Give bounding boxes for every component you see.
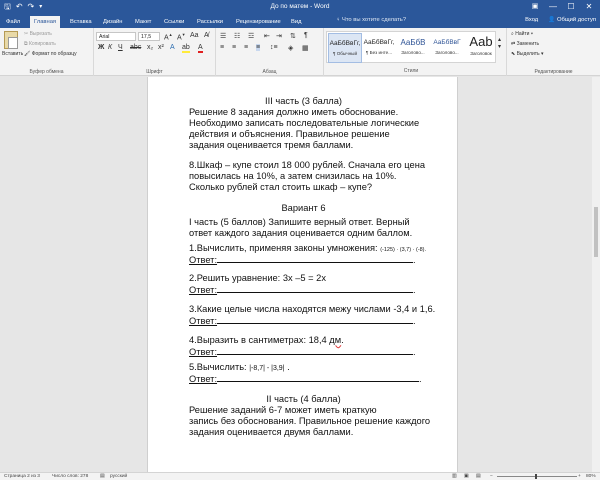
style-name: Заголово... [401,50,425,55]
increase-indent-icon[interactable]: ⇥ [276,33,282,40]
paragraph-group [216,28,324,76]
ribbon-tabs [0,14,600,28]
answer-line: Ответ: . [189,255,416,265]
person-icon: 👤 [548,17,556,23]
variant-heading: Вариант 6 [281,203,326,213]
clipboard-group [0,28,94,76]
title-bar [0,0,600,14]
document-title: До по матем - Word [270,3,330,10]
style-no-spacing[interactable] [362,33,396,63]
style-sample: АаБбВвГг, [363,39,395,46]
text-line: 8.Шкаф – купе стоил 18 000 рублей. Сначала его цена [189,160,425,170]
superscript-icon[interactable]: x² [158,44,164,51]
zoom-in-icon[interactable]: + [578,474,581,479]
italic-icon[interactable]: К [108,44,113,51]
tab-home[interactable]: Главная [30,16,60,28]
document-area [0,77,592,472]
share-button[interactable] [548,17,596,23]
tab-design[interactable]: Дизайн [103,19,123,25]
answer-blank[interactable] [217,373,419,382]
ribbon-options-icon[interactable]: ▣ [531,3,539,10]
align-center-icon[interactable]: ≡ [232,44,237,51]
copy-icon: ⧉ [24,41,28,47]
task-line [189,335,344,346]
shading-icon[interactable]: ◈ [288,45,294,52]
text-line: Решение заданий 6-7 может иметь краткую [189,405,377,415]
answer-line: Ответ: . [189,285,416,295]
copy-button[interactable] [24,41,56,47]
scroll-thumb[interactable] [594,207,598,257]
text-line: Необходимо записать последовательные логические [189,118,420,128]
tab-mailings[interactable]: Рассылки [197,19,224,25]
styles-group-label: Стили [403,68,419,74]
tab-review[interactable]: Рецензирование [236,19,281,25]
answer-blank[interactable] [217,254,413,263]
text-line: действия и объяснения. Правильное решение [189,129,390,139]
style-title[interactable] [464,33,498,63]
styles-more-icon[interactable]: ▴ ▾ [498,37,502,50]
redo-icon[interactable]: ↷ [27,2,35,11]
section-heading: III часть (3 балла) [265,96,342,106]
sort-icon[interactable]: ⇅ [290,33,296,40]
style-heading-1[interactable] [396,33,430,63]
paragraph-group-label: Абзац [262,69,277,75]
tell-me-search[interactable]: ♀ Что вы хотите сделать? [336,17,407,23]
style-normal[interactable] [328,33,362,63]
share-label: Общий доступ [557,17,596,23]
shrink-font-icon[interactable]: A▼ [177,32,186,42]
answer-line: Ответ: . [189,347,416,357]
status-bar [0,472,600,480]
word-count[interactable]: Число слов: 278 [52,474,89,479]
answer-label: Ответ: [189,347,218,357]
text-line: Решение 8 задания должно иметь обоснование. [189,107,399,117]
zoom-slider-thumb[interactable] [535,474,537,479]
justify-icon[interactable]: ≡ [256,44,261,51]
highlight-icon[interactable]: ab [182,44,190,51]
format-painter-button[interactable] [24,51,77,57]
text-line: задания оценивается двумя баллами. [189,427,354,437]
style-name: Заголово... [435,50,459,55]
document-page[interactable] [147,77,458,472]
borders-icon[interactable]: ▦ [302,45,309,52]
style-name: ¶ Без инте... [365,50,393,55]
maximize-button[interactable]: ☐ [567,2,575,11]
zoom-out-icon[interactable]: − [490,474,493,479]
strikethrough-icon[interactable]: abc [130,44,142,51]
replace-button[interactable] [511,41,539,47]
format-painter-label: Формат по образцу [31,51,77,57]
align-right-icon[interactable]: ≡ [244,44,249,51]
answer-label: Ответ: [189,316,218,326]
tab-layout[interactable]: Макет [135,19,152,25]
print-layout-icon[interactable]: ▣ [464,474,469,479]
proofing-icon[interactable]: ▤ [100,474,105,479]
text-line: 2.Решить уравнение: 3х –5 = 2х [189,273,327,283]
line-spacing-icon[interactable]: ↕≡ [270,44,278,51]
replace-label: Заменить [516,41,540,47]
text-line: ответ каждого задания оценивается одним баллом. [189,228,413,238]
window-controls [526,0,598,14]
style-heading-2[interactable] [430,33,464,63]
customize-qat-icon[interactable]: ▾ [39,4,43,10]
language-indicator[interactable]: русский [110,474,128,479]
tab-insert[interactable]: Вставка [70,19,92,25]
decrease-indent-icon[interactable]: ⇤ [264,33,270,40]
account-area [525,17,596,23]
font-name-combo[interactable]: Arial [96,32,136,41]
vertical-scrollbar[interactable] [592,77,600,472]
text-line: 3.Какие целые числа находятся межу числами -3,4 и 1,6. [189,304,436,314]
read-mode-icon[interactable]: ▥ [452,474,457,479]
close-button[interactable]: ✕ [585,2,593,11]
font-size-combo[interactable]: 17,5 [138,32,160,41]
editing-group-label: Редактирование [534,69,573,75]
paste-icon[interactable] [4,31,18,49]
web-layout-icon[interactable]: ▤ [476,474,481,479]
punctuation: . [341,335,344,345]
show-marks-icon[interactable]: ¶ [304,32,308,39]
undo-icon[interactable]: ↶ [15,2,23,11]
subscript-icon[interactable]: x₂ [147,44,154,51]
text-line: задания оценивается тремя баллами. [189,140,354,150]
text-line: повысилась на 10%, а затем снизилась на 10%. [189,171,397,181]
text-effects-icon[interactable]: A [170,44,175,51]
clipboard-group-label: Буфер обмена [29,69,64,75]
answer-label: Ответ: [189,255,218,265]
zoom-level[interactable]: 80% [586,474,596,479]
cut-label: Вырезать [29,31,52,37]
punctuation: . [284,362,290,372]
answer-blank[interactable] [217,284,413,293]
style-sample: АаБбВвГг, [329,40,361,47]
styles-gallery [326,31,496,63]
text-line: Сколько рублей стал стоить шкаф – купе? [189,182,373,192]
bold-icon[interactable]: Ж [98,44,105,51]
numbering-icon[interactable]: ☷ [234,33,241,40]
tab-view[interactable]: Вид [291,19,302,25]
font-color-icon[interactable]: A [198,44,203,51]
replace-icon: ⇄ [511,41,516,47]
task-text: 1.Вычислить, применяя законы умножения: [189,243,378,253]
answer-blank[interactable] [217,315,413,324]
text-line: I часть (5 баллов) Запишите верный ответ. Верный [189,217,410,227]
scissors-icon: ✂ [24,31,29,37]
style-sample: АаБбВ [400,38,426,47]
task-text: 4.Выразить в сантиметрах: 18,4 [189,335,330,345]
select-label: Выделить [516,51,540,57]
find-label: Найти [515,31,530,37]
zoom-slider[interactable] [497,476,577,477]
answer-blank[interactable] [217,346,413,355]
cut-button[interactable] [24,31,52,37]
misspelled-word[interactable]: дм [329,335,342,345]
minimize-button[interactable]: — [549,2,557,11]
font-group-label: Шрифт [146,69,163,75]
paste-label[interactable]: Вставить [2,51,24,57]
page-indicator[interactable]: Страница 2 из 3 [4,474,40,479]
grow-font-icon[interactable]: A▲ [164,32,173,42]
task-text: 5.Вычислить: [189,362,250,372]
search-icon: ⌕ [511,31,514,37]
style-sample: Ааb [469,34,493,49]
answer-line: Ответ: . [189,316,416,326]
align-left-icon[interactable]: ≡ [220,44,225,51]
math-expression: (-125) · (3,7) · (-8). [380,247,427,253]
font-group [94,28,216,76]
tab-file[interactable]: Файл [6,19,21,25]
bullets-icon[interactable]: ☰ [220,33,227,40]
ribbon [0,28,600,76]
multilevel-list-icon[interactable]: ☲ [248,33,255,40]
change-case-icon[interactable]: Aa [190,32,199,39]
answer-label: Ответ: [189,285,218,295]
answer-line: Ответ: . [189,374,422,384]
save-icon[interactable]: 🖫 [4,2,11,11]
brush-icon: 🖌 [24,51,31,57]
style-name: ¶ Обычный [332,51,358,56]
editing-group [506,28,600,76]
answer-label: Ответ: [189,374,218,384]
sign-in-link[interactable]: Вход [525,17,539,23]
style-name: Заголовок [470,51,492,56]
select-button[interactable]: ⬉ Выделить ▾ [511,51,544,57]
find-button[interactable]: ⌕ Найти ▾ [511,31,533,37]
underline-icon[interactable]: Ч [118,44,123,51]
clear-formatting-icon[interactable]: A̸ [204,32,209,39]
style-sample: АаБбВвГ [433,39,461,46]
section-heading: II часть (4 балла) [266,394,341,404]
tab-references[interactable]: Ссылки [164,19,185,25]
math-expression: |-8,7| - |3,9| [249,365,285,372]
copy-label: Копировать [28,41,56,47]
text-line: запись без обоснования. Правильное решение каждого [189,416,431,426]
cursor-icon: ⬉ [511,51,516,57]
